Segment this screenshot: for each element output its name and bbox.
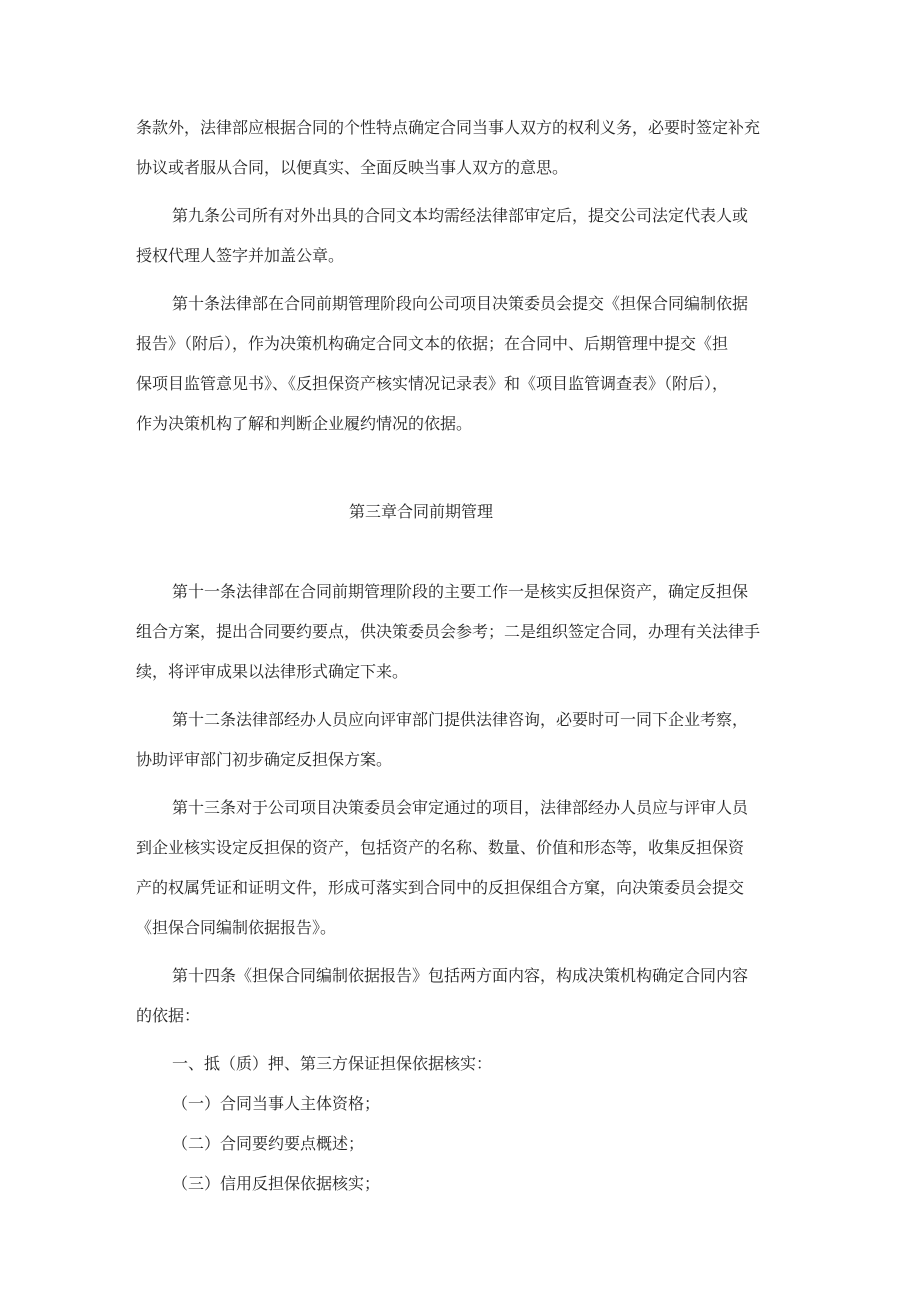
list-item: （二）合同要约要点概述； [172, 1134, 365, 1153]
spacer [136, 532, 786, 572]
text-line: 第十四条《担保合同编制依据报告》包括两方面内容，构成决策机构确定合同内容 [172, 966, 749, 985]
document-body [136, 108, 786, 1212]
paragraph-continuation [136, 108, 786, 188]
text-line: 第十条法律部在合同前期管理阶段向公司项目决策委员会提交《担保合同编制依据 [172, 294, 749, 313]
text-line: 第十一条法律部在合同前期管理阶段的主要工作一是核实反担保资产，确定反担保 [172, 582, 749, 601]
spacer [136, 452, 786, 492]
paragraph-article-14 [136, 956, 786, 1036]
text-line: 第十三条对于公司项目决策委员会审定通过的项目，法律部经办人员应与评审人员 [172, 798, 749, 817]
list-item: 一、抵（质）押、第三方保证担保依据核实： [172, 1054, 493, 1073]
text-line: 到企业核实设定反担保的资产，包括资产的名称、数量、价值和形态等，收集反担保资 [136, 838, 745, 857]
text-line: 授权代理人签字并加盖公章。 [136, 246, 345, 265]
chapter-title: 第三章合同前期管理 [348, 502, 493, 521]
text-line: 《担保合同编制依据报告》。 [136, 918, 337, 937]
text-line: 保项目监管意见书》、《反担保资产核实情况记录表》和《项目监管调查表》（附后）， [136, 374, 729, 393]
text-line: 的依据： [136, 1006, 201, 1025]
text-line: 产的权属凭证和证明文件，形成可落实到合同中的反担保组合方窠，向决策委员会提交 [136, 878, 745, 897]
text-line: 条款外，法律部应根据合同的个性特点确定合同当事人双方的权利义务，必要时签定补充 [136, 118, 761, 137]
text-line: 协助评审部门初步确定反担保方案。 [136, 750, 393, 769]
text-line: 第十二条法律部经办人员应向评审部门提供法律咨询，必要时可一同下企业考察， [172, 710, 749, 729]
list-item: （一）合同当事人主体资格； [172, 1094, 381, 1113]
text-line: 协议或者服从合同，以便真实、全面反映当事人双方的意思。 [136, 158, 569, 177]
paragraph-article-13 [136, 788, 786, 948]
list-item: （三）信用反担保依据核实； [172, 1174, 381, 1193]
text-line: 组合方案，提出合同要约要点，供决策委员会参考；二是组织签定合同，办理有关法律手 [136, 622, 761, 641]
paragraph-article-9 [136, 196, 786, 276]
text-line: 第九条公司所有对外出具的合同文本均需经法律部审定后，提交公司法定代表人或 [172, 206, 749, 225]
text-line: 报告》（附后），作为决策机构确定合同文本的依据；在合同中、后期管理中提交《担 [136, 334, 729, 353]
text-line: 续，将评审成果以法律形式确定下来。 [136, 662, 409, 681]
paragraph-article-12 [136, 700, 786, 780]
text-line: 作为决策机构了解和判断企业履约情况的依据。 [136, 414, 473, 433]
paragraph-article-11 [136, 572, 786, 692]
paragraph-article-10 [136, 284, 786, 444]
list [136, 1044, 786, 1204]
